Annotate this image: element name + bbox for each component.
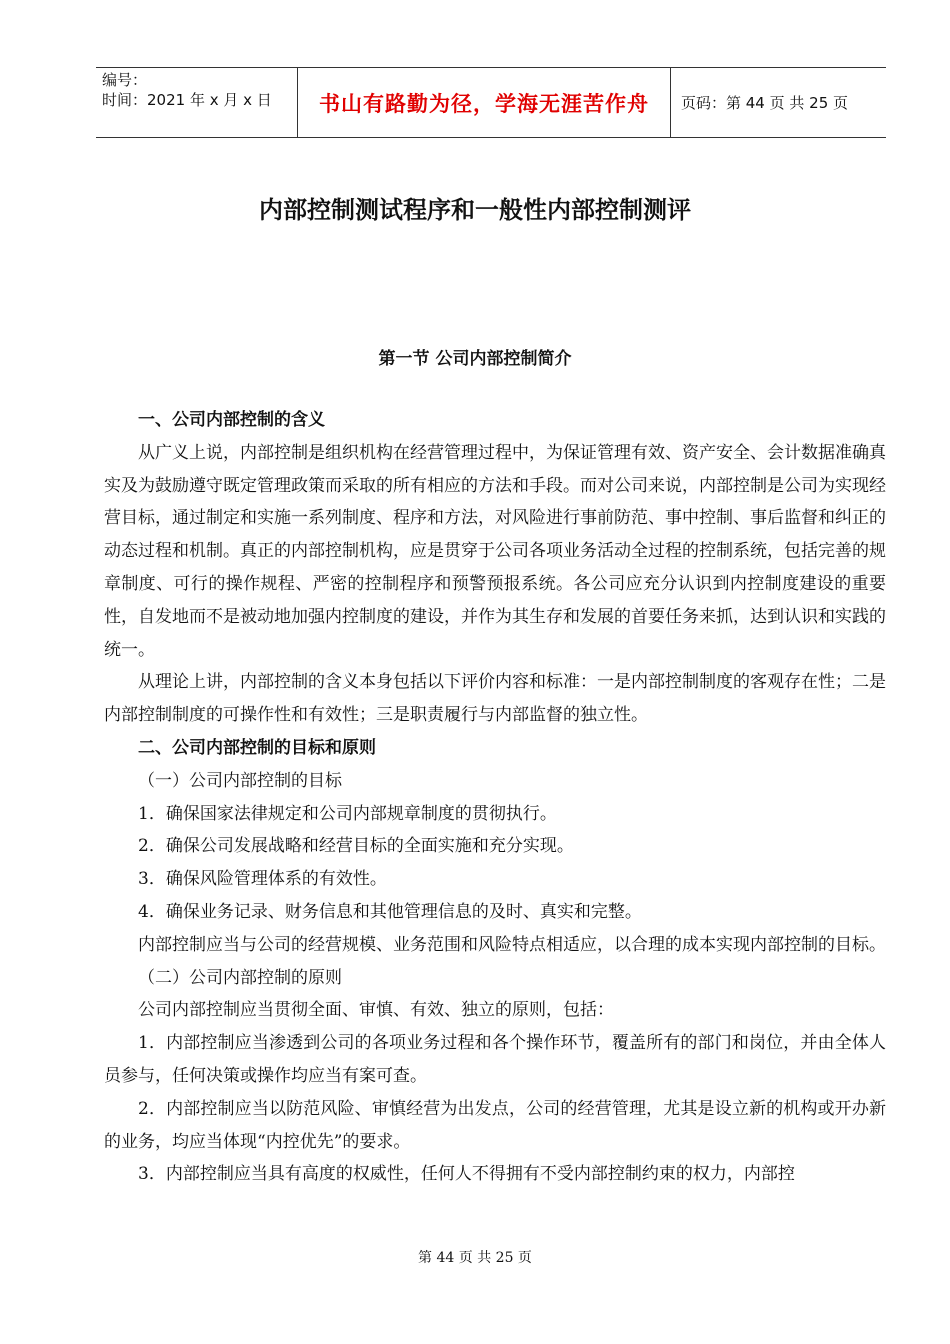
list-item: 2．内部控制应当以防范风险、审慎经营为出发点，公司的经营管理，尤其是设立新的机构或开办新的业务，均应当体现“内控优先”的要求。 — [104, 1098, 886, 1152]
list-item: 4．确保业务记录、财务信息和其他管理信息的及时、真实和完整。 — [138, 901, 642, 922]
section-title: 第一节 公司内部控制简介 — [378, 349, 572, 369]
list-item: 3．内部控制应当具有高度的权威性，任何人不得拥有不受内部控制约束的权力，内部控 — [138, 1164, 795, 1185]
page-info: 页码：第 44 页 共 25 页 — [681, 94, 849, 112]
list-item: 1．内部控制应当渗透到公司的各项业务过程和各个操作环节，覆盖所有的部门和岗位，并由全体人员参与，任何决策或操作均应当有案可查。 — [104, 1033, 886, 1086]
paragraph: 从理论上讲，内部控制的含义本身包括以下评价内容和标准：一是内部控制制度的客观存在性；二是内部控制制度的可操作性和有效性；三是职责履行与内部监督的独立性。 — [104, 672, 886, 726]
list-item: 2．确保公司发展战略和经营目标的全面实施和充分实现。 — [138, 836, 574, 857]
time-label: 时间：2021 年 x 月 x 日 — [102, 91, 272, 109]
subheading: （一）公司内部控制的目标 — [138, 770, 342, 791]
list-item: 1．确保国家法律规定和公司内部规章制度的贯彻执行。 — [138, 803, 557, 824]
number-label: 编号： — [102, 71, 148, 89]
paragraph: 内部控制应当与公司的经营规模、业务范围和风险特点相适应，以合理的成本实现内部控制的目标。 — [138, 934, 886, 955]
header-page-info-cell — [671, 68, 886, 137]
heading-1: 一、公司内部控制的含义 — [138, 410, 325, 430]
heading-2: 二、公司内部控制的目标和原则 — [138, 737, 376, 758]
document-title: 内部控制测试程序和一般性内部控制测评 — [259, 196, 691, 224]
document-body — [104, 404, 886, 1191]
paragraph: 公司内部控制应当贯彻全面、审慎、有效、独立的原则，包括： — [138, 1000, 614, 1021]
header-motto-cell — [298, 68, 671, 137]
page-header — [96, 67, 886, 138]
header-meta — [96, 68, 298, 137]
list-item: 3．确保风险管理体系的有效性。 — [138, 869, 387, 890]
motto: 书山有路勤为径，学海无涯苦作舟 — [319, 91, 649, 116]
page-footer: 第 44 页 共 25 页 — [418, 1250, 532, 1266]
paragraph: 从广义上说，内部控制是组织机构在经营管理过程中，为保证管理有效、资产安全、会计数据准确真实及为鼓励遵守既定管理政策而采取的所有相应的方法和手段。而对公司来说，内部控制是公司为实现经营目标，通过制定和实施一系列制度、程序和方法，对风险进行事前防范、事中控制、事后监督和纠正的动态过程和机制。真正的内部控制机构，应是贯穿于公司各项业务活动全过程的控制系统，包括完善的规章制度、可行的操作规程、严密的控制程序和预警预报系统。各公司应充分认识到内控制度建设的重要性，自发地而不是被动地加强内控制度的建设，并作为其生存和发展的首要任务来抓，达到认识和实践的统一。 — [104, 442, 886, 660]
subheading: （二）公司内部控制的原则 — [138, 967, 342, 988]
